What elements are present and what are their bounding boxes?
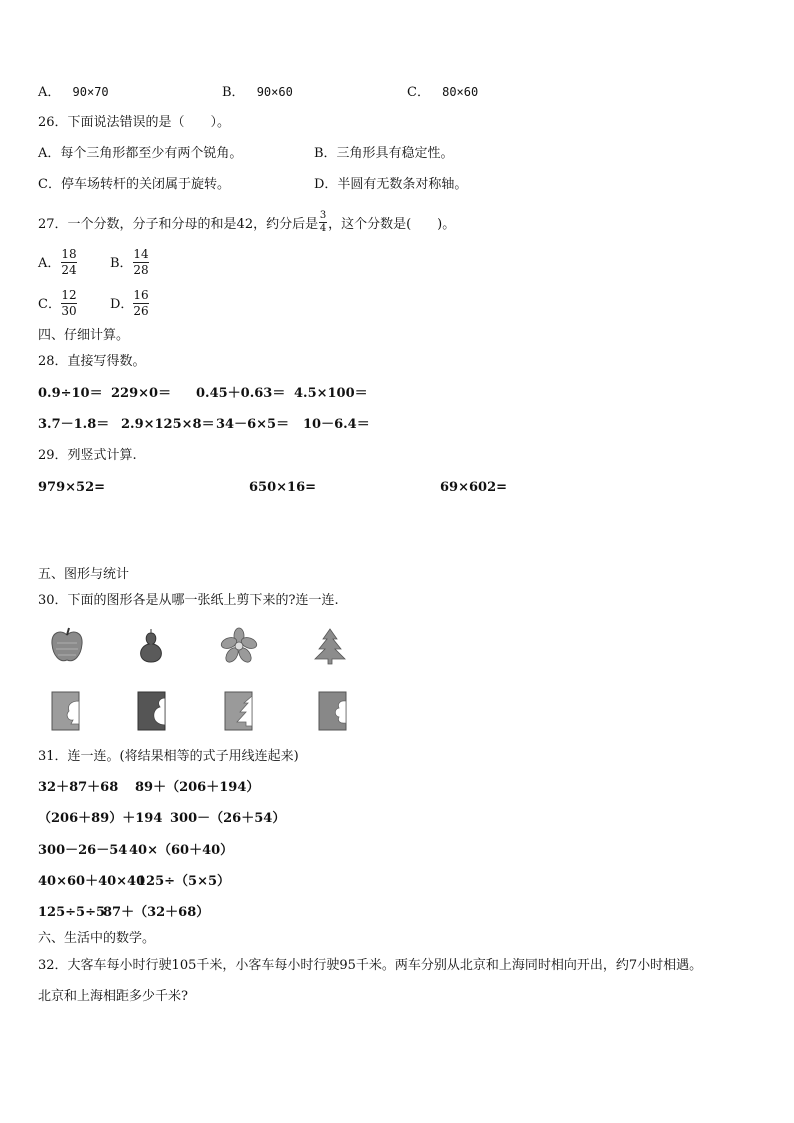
q27-stem-after: ，这个分数是( )。 [328,217,456,232]
q28-item: 4.5×100＝ [294,386,368,401]
q28-item: 34－6×5＝ [216,417,290,432]
q27-fraction [319,211,327,234]
tree-icon [312,627,348,665]
q28-item: 0.9÷10＝ [38,386,103,401]
fraction-numerator: 14 [133,247,149,261]
q28-stem: 28．直接写得数。 [38,354,146,369]
q28-item: 2.9×125×8＝ [121,417,215,432]
q27-option-b-fraction [133,248,149,277]
q25-option-c [407,84,478,101]
q32-line-1: 32．大客车每小时行驶105千米，小客车每小时行驶95千米。两车分别从北京和上海同时相向开出，约7小时相遇。 [38,958,703,973]
fraction-denominator: 26 [133,304,149,318]
q28-item: 3.7－1.8＝ [38,417,110,432]
paper-cut-1 [51,691,81,731]
paper-cut-2 [137,691,167,731]
paper-cut-4 [318,691,348,731]
fraction-denominator: 28 [133,263,149,277]
option-text: 90×60 [256,85,293,99]
q26-option-c: C．停车场转杆的关闭属于旋转。 [38,177,230,192]
fraction-numerator: 16 [133,288,149,302]
q27-option-c-letter: C． [38,297,61,312]
q27-stem [38,210,456,236]
q31-right-expression: 125÷（5×5） [137,874,231,889]
q25-option-a [38,84,109,101]
q26-option-d: D．半圆有无数条对称轴。 [314,177,468,192]
q27-option-b-letter: B． [110,256,133,271]
q31-left-expression: 125÷5÷5 [38,905,106,920]
q26-option-a: A．每个三角形都至少有两个锐角。 [38,146,243,161]
q31-right-expression: 89＋（206＋194） [135,780,260,795]
q27-option-c-fraction [61,289,77,318]
option-letter: B． [222,85,245,100]
q31-left-expression: 300－26－54 [38,843,128,858]
option-letter: C． [407,85,430,100]
option-text: 90×70 [72,85,109,99]
q27-option-a-fraction [61,248,77,277]
section-4-heading: 四、仔细计算。 [38,328,130,343]
fraction-denominator: 24 [61,263,77,277]
apple-icon [49,627,85,665]
q27-option-d-fraction [133,289,149,318]
q26-option-b: B．三角形具有稳定性。 [314,146,454,161]
q25-option-b [222,84,293,101]
q28-item: 10－6.4＝ [303,417,370,432]
q29-item: 650×16= [249,480,317,495]
q31-stem: 31．连一连。(将结果相等的式子用线连起来) [38,749,299,764]
gourd-icon [134,627,168,665]
fraction-numerator: 12 [61,288,77,302]
fraction-denominator: 4 [319,223,327,234]
section-6-heading: 六、生活中的数学。 [38,931,156,946]
q31-left-expression: 40×60＋40×40 [38,874,146,889]
q30-stem: 30．下面的图形各是从哪一张纸上剪下来的?连一连. [38,593,339,608]
option-text: 80×60 [442,85,479,99]
q31-right-expression: 300－（26＋54） [170,811,286,826]
q29-item: 69×602= [440,480,508,495]
q32-line-2: 北京和上海相距多少千米? [38,989,188,1004]
q31-right-expression: 40×（60＋40） [129,843,234,858]
fraction-numerator: 3 [319,210,327,221]
paper-cut-3 [224,691,254,731]
fraction-numerator: 18 [61,247,77,261]
q29-item: 979×52= [38,480,106,495]
q29-stem: 29．列竖式计算. [38,448,137,463]
q31-left-expression: 32＋87＋68 [38,780,119,795]
q28-item: 229×0＝ [111,386,172,401]
q31-left-expression: （206＋89）＋194 [38,811,163,826]
q31-right-expression: 87＋（32＋68） [103,905,210,920]
option-letter: A． [38,85,61,100]
flower-icon [220,627,258,663]
q27-stem-before: 27．一个分数，分子和分母的和是42，约分后是 [38,217,319,232]
q27-option-a-letter: A． [38,256,61,271]
fraction-denominator: 30 [61,304,77,318]
q28-item: 0.45＋0.63＝ [196,386,286,401]
section-5-heading: 五、图形与统计 [38,567,130,582]
q26-stem: 26．下面说法错误的是（ ）。 [38,115,231,130]
q27-option-d-letter: D． [110,297,134,312]
